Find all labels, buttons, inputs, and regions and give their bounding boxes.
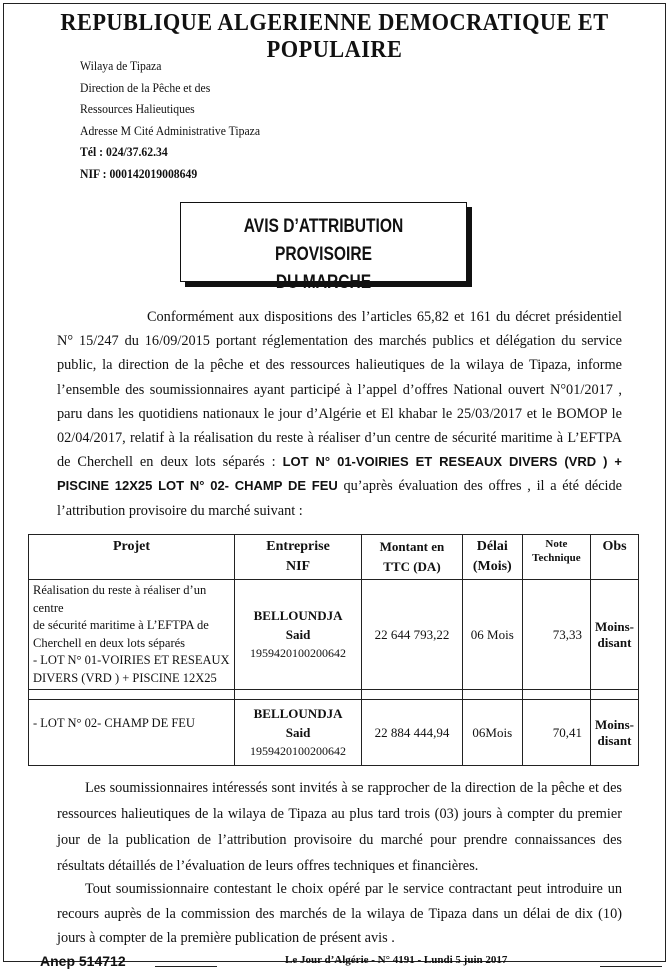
footer-anep-ref: Anep 514712 <box>40 953 126 969</box>
issuer-wilaya: Wilaya de Tipaza <box>80 58 162 73</box>
table-row <box>29 580 639 690</box>
header-projet: Projet <box>29 535 235 580</box>
header-delai-line1: Délai <box>476 539 508 554</box>
table-header-row <box>29 535 639 580</box>
row2-projet-line: - LOT N° 02- CHAMP DE FEU <box>33 715 195 730</box>
row2-entreprise <box>234 700 361 766</box>
header-obs: Obs <box>591 535 639 580</box>
row1-nif: 1959420100200642 <box>250 646 347 660</box>
row2-projet <box>29 700 235 766</box>
intro-paragraph <box>57 305 622 523</box>
row1-projet-line: - LOT N° 01-VOIRIES ET RESEAUX <box>33 653 230 667</box>
row1-projet-line: de sécurité maritime à L’EFTPA de <box>33 618 209 632</box>
notice-title-line2: DU MARCHE <box>275 272 372 293</box>
header-note-line1: Note <box>545 538 568 550</box>
header-montant-line1: Montant en <box>379 539 445 554</box>
intro-text-end: qu’après évaluation des offres , il a été décide l’attribution provisoire du marché suivant : <box>57 478 623 519</box>
row1-entreprise-first: Said <box>285 627 311 642</box>
issuer-phone: Tél : 024/37.62.34 <box>80 144 168 159</box>
issuer-direction-line2: Ressources Halieutiques <box>80 101 195 116</box>
footer-rule-right <box>600 966 662 967</box>
header-entreprise <box>234 535 361 580</box>
notice-title-box <box>180 202 467 293</box>
header-montant <box>362 535 463 580</box>
row2-entreprise-name: BELLOUNDJA <box>253 706 343 721</box>
invitation-text: Les soumissionnaires intéressés sont invités à se rapprocher de la direction de la pêche et des ressources halieutiques de la wilaya de Tipaza au plus tard trois (03) jours à compter du premier jour de la publication de l’attribution provisoire du marché pour prendre connaissances des résultats détaillés de l’évaluation de leurs offres techniques et financières. <box>57 780 622 874</box>
intro-lots: LOT N° 01-VOIRIES ET RESEAUX DIVERS (VRD ) + PISCINE 12X25 LOT N° 02- CHAMP DE FEU <box>57 454 622 494</box>
award-table <box>28 534 639 766</box>
issuer-direction-line1: Direction de la Pêche et des <box>80 79 211 95</box>
notice-title-line1: AVIS D’ATTRIBUTION PROVISOIRE <box>243 216 404 265</box>
header-note <box>522 535 590 580</box>
header-entreprise-line1: Entreprise <box>266 539 330 554</box>
row1-entreprise-name: BELLOUNDJA <box>253 608 343 623</box>
header-entreprise-line2: NIF <box>285 559 311 574</box>
row2-obs: Moins-disant <box>591 700 639 766</box>
issuer-nif: NIF : 000142019008649 <box>80 165 198 181</box>
header-delai-line2: (Mois) <box>472 559 512 574</box>
issuer-address: Adresse M Cité Administrative Tipaza <box>80 122 261 138</box>
row1-projet-line: DIVERS (VRD ) + PISCINE 12X25 <box>33 670 217 685</box>
row1-entreprise <box>234 580 361 690</box>
row1-projet <box>29 580 235 690</box>
row2-delai: 06Mois <box>462 700 522 766</box>
header-montant-line2: TTC (DA) <box>383 559 441 574</box>
header-note-line2: Technique <box>532 552 581 564</box>
table-spacer <box>29 690 639 700</box>
row2-note: 70,41 <box>522 700 590 766</box>
footer-rule-left <box>155 966 217 967</box>
row1-montant: 22 644 793,22 <box>362 580 463 690</box>
footer-journal-ref: Le Jour d’Algérie - N° 4191 - Lundi 5 juin 2017 <box>285 954 508 966</box>
invitation-paragraph <box>57 775 622 879</box>
row1-projet-line: Réalisation du reste à réaliser d’un centre <box>33 583 207 615</box>
row1-note: 73,33 <box>522 580 590 690</box>
row2-entreprise-first: Said <box>285 725 311 740</box>
issuer-block <box>80 55 280 184</box>
intro-text: Conformément aux dispositions des l’articles 65,82 et 161 du décret présidentiel N° 15/247 du 16/09/2015 portant réglementation des marchés publics et délégation du service public, la direction de la pêche et des ressources halieutiques de la wilaya de Tipaza, informe l’ensemble des soumissionnaires ayant participé à l’appel d’offres National ouvert N°01/2017 , paru dans les quotidiens nationaux le jour d’Algérie et El khabar le 25/03/2017 et le BOMOP le 02/04/2017, relatif à la réalisation du reste à réaliser d’un centre de sécurité maritime à L’EFTPA de Cherchell en deux lots séparés : <box>57 309 622 471</box>
page-title: REPUBLIQUE ALGERIENNE DEMOCRATIQUE ET POPULAIRE <box>60 10 609 63</box>
appeal-text: Tout soumissionnaire contestant le choix opéré par le service contractant peut introduire un recours auprès de la commission des marchés de la wilaya de Tipaza dans un délai de dix (10) jours à compter de la première publication de présent avis . <box>57 881 622 946</box>
table-row <box>29 700 639 766</box>
row1-obs: Moins-disant <box>591 580 639 690</box>
row1-delai: 06 Mois <box>462 580 522 690</box>
row1-projet-line: Cherchell en deux lots séparés <box>33 635 186 650</box>
appeal-paragraph <box>57 877 622 951</box>
row2-nif: 1959420100200642 <box>250 744 347 758</box>
header-delai <box>462 535 522 580</box>
row2-montant: 22 884 444,94 <box>362 700 463 766</box>
